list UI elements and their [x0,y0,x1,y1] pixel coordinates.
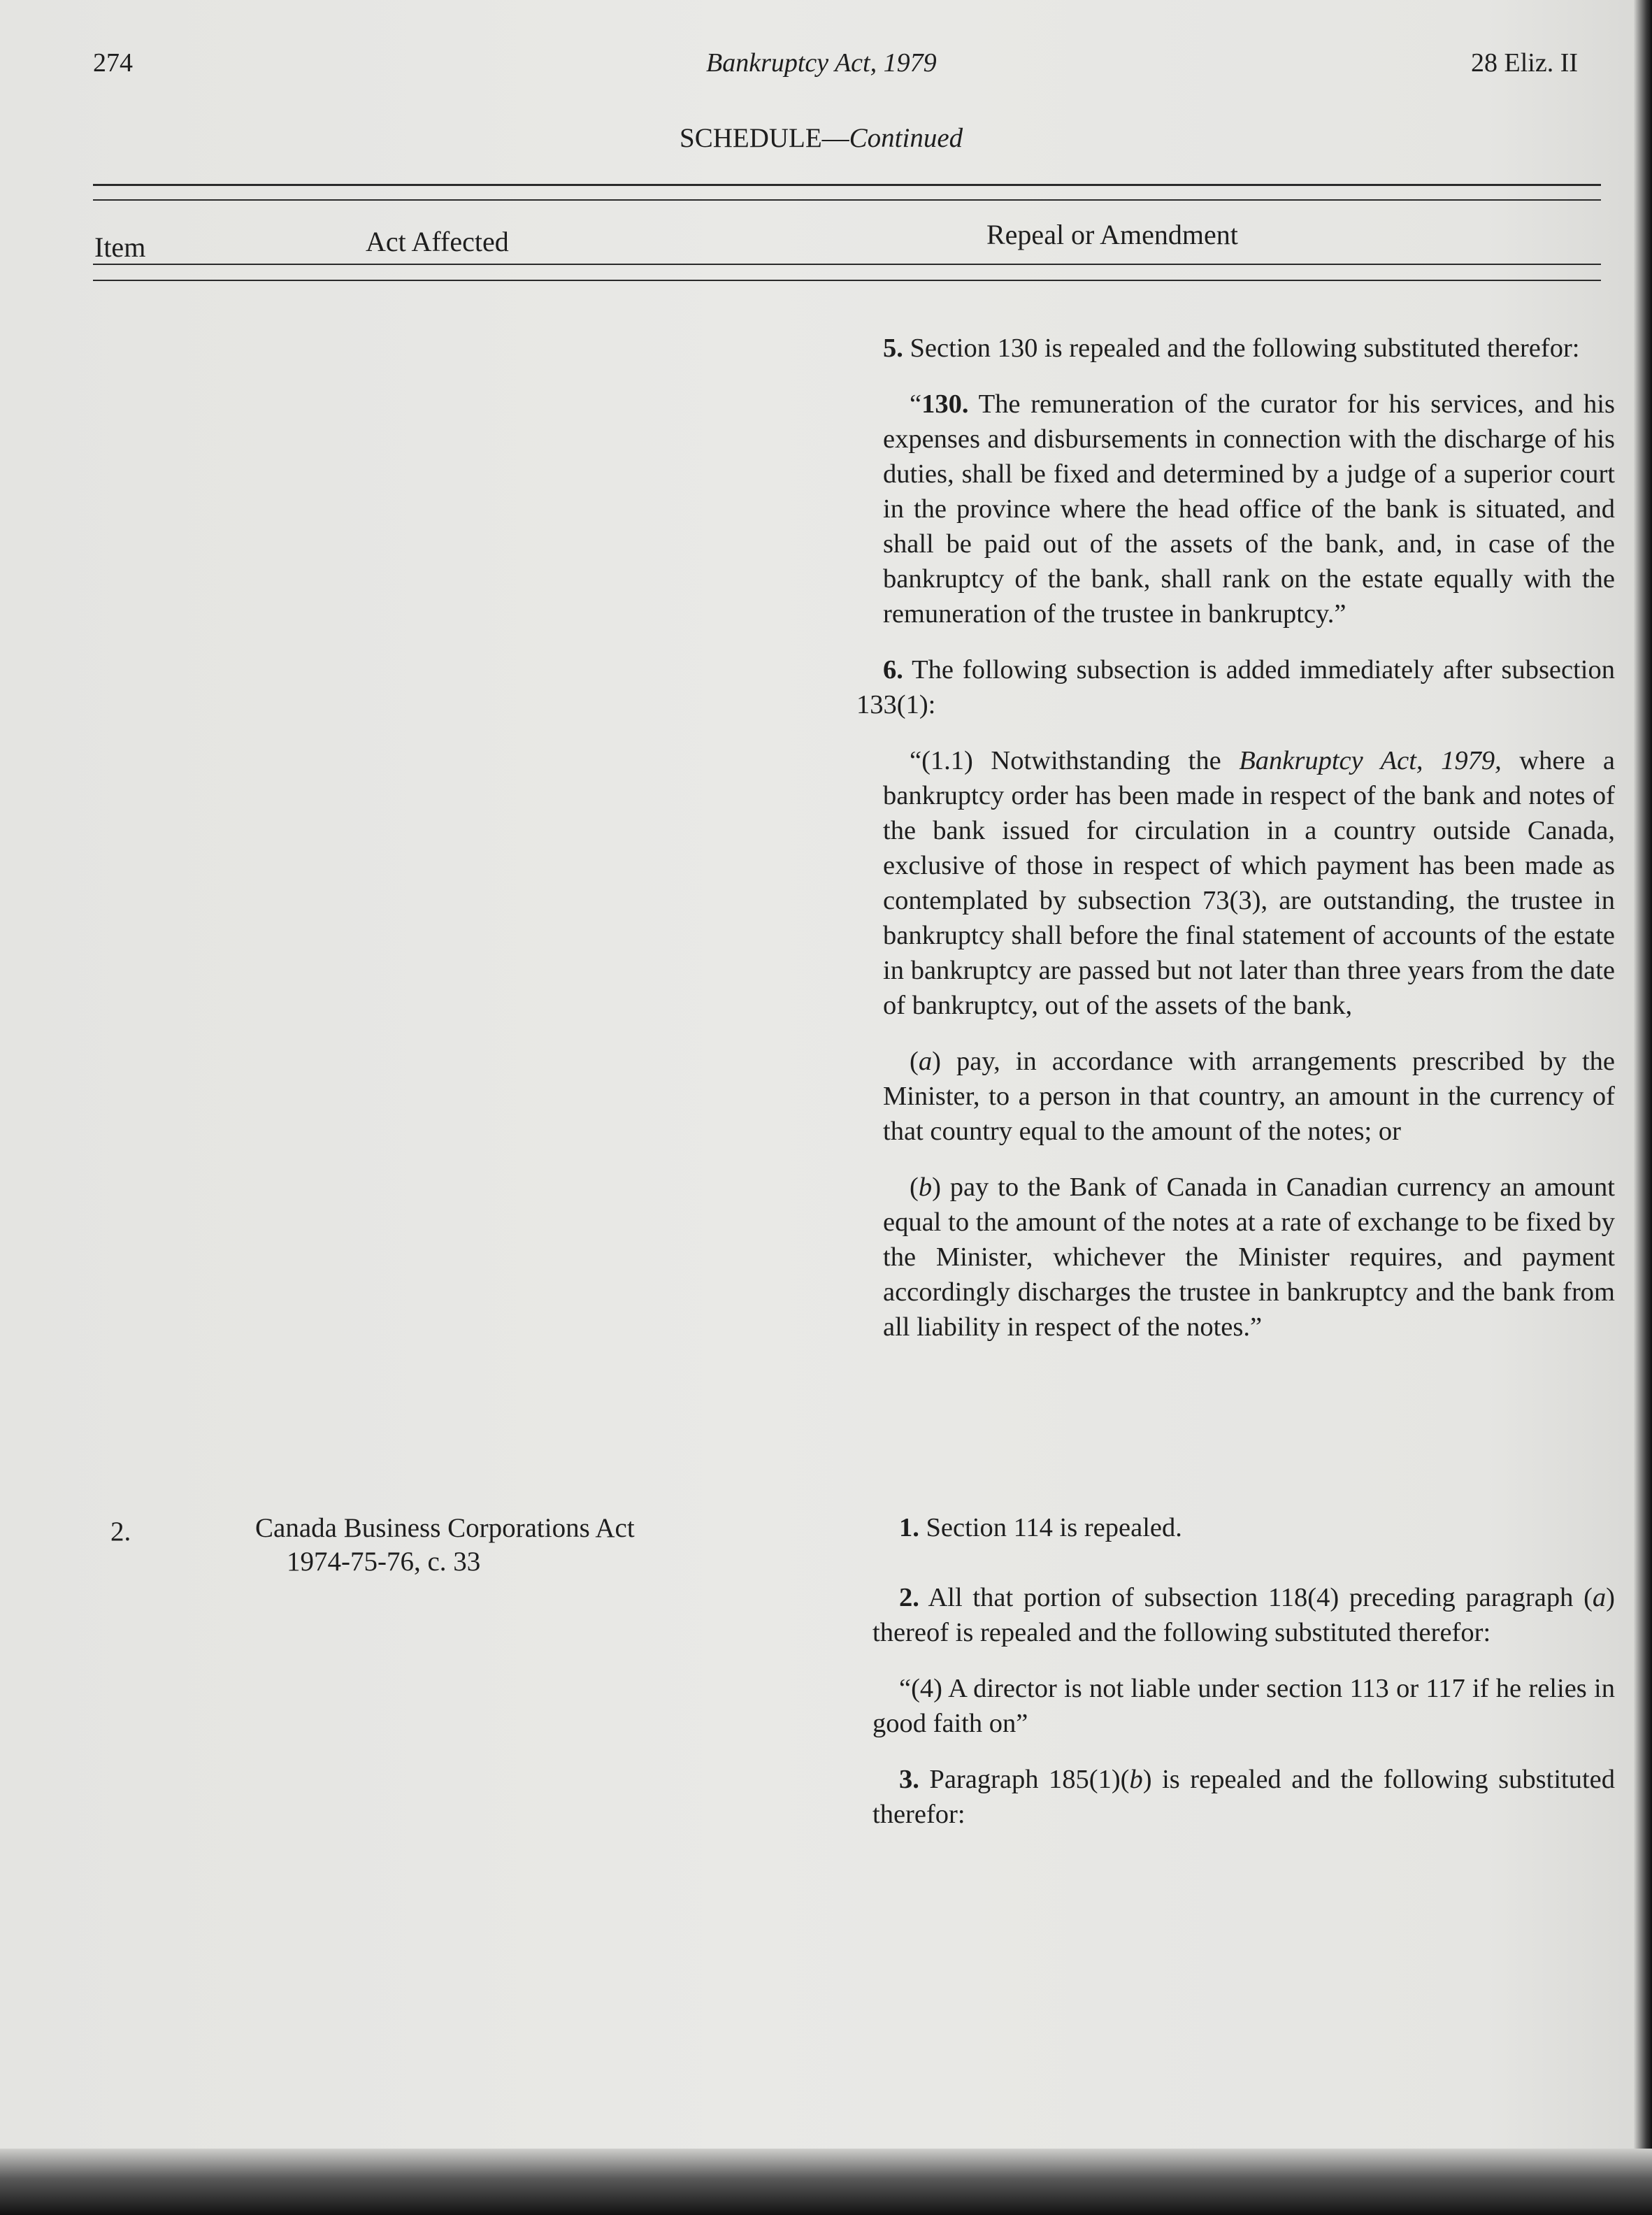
regnal-year: 28 Eliz. II [1471,48,1579,78]
amendment-paragraph-6: 6. The following subsection is added immediately after subsection 133(1): [856,655,1615,719]
page-number: 274 [93,48,133,78]
row-2-item-number: 2. [110,1517,131,1547]
quoted-subsection-1-1: “(1.1) Notwithstanding the Bankruptcy Act, 1979, where a bankruptcy order has been made in respect of the bank and notes of the bank issued for circulation in a country outside Canada, exclusive of those in respect of which payment has been made as contemplated by subsection 73(3), are outstanding, the trustee in bankruptcy shall before the final statement of accounts of the estate in bankruptcy are passed but not later than three years from the date of bankruptcy, out of the assets of the bank, [883,746,1615,1020]
column-header-item: Item [94,231,146,263]
amendment-paragraph-1: 1. Section 114 is repealed. [899,1513,1182,1542]
quoted-paragraph-a: (a) pay, in accordance with arrangements prescribed by the Minister, to a person in that country, an amount in the currency of that country equal to the amount of the notes; or [883,1047,1615,1146]
table-header-rule [93,264,1601,265]
scan-page-edge-right [1634,0,1652,2215]
quoted-paragraph-b: (b) pay to the Bank of Canada in Canadian currency an amount equal to the amount of the notes at a rate of exchange to be fixed by the Minister, whichever the Minister requires, and payment accordingly discharges the trustee in bankruptcy and the bank from all liability in respect of the notes.” [883,1173,1615,1342]
column-header-act-affected: Act Affected [366,226,509,257]
amendment-text-row-2 [872,1510,1615,1832]
running-title: Bankruptcy Act, 1979 [706,48,937,78]
table-top-rule-2 [93,199,1601,201]
table-top-rule [93,184,1601,186]
act-citation: 1974-75-76, c. 33 [287,1547,481,1577]
bleed-through-left [98,336,839,1804]
table-header-rule-2 [93,280,1601,281]
row-2-act-affected [255,1512,635,1579]
schedule-title-suffix: Continued [849,123,963,153]
amendment-paragraph-2: 2. All that portion of subsection 118(4) preceding paragraph (a) thereof is repealed and the following substituted therefor: [872,1583,1615,1647]
scan-page-edge-bottom [0,2149,1652,2215]
schedule-title-main: SCHEDULE— [680,123,849,153]
amendment-paragraph-5: 5. Section 130 is repealed and the following substituted therefor: [883,334,1580,363]
quoted-section-130: “130. The remuneration of the curator for his services, and his expenses and disbursements in connection with the discharge of his duties, shall be fixed and determined by a judge of a superior court in the province where the head office of the bank is situated, and shall be paid out of the assets of the bank, and, in case of the bankruptcy of the bank, shall rank on the estate equally with the remuneration of the trustee in bankruptcy.” [883,389,1615,629]
schedule-title [680,122,963,154]
amendment-text-row-1 [856,331,1615,1345]
act-name: Canada Business Corporations Act [255,1513,635,1543]
column-header-repeal-or-amendment: Repeal or Amendment [986,219,1238,250]
amendment-paragraph-3: 3. Paragraph 185(1)(b) is repealed and the following substituted therefor: [872,1765,1616,1829]
quoted-subsection-4: “(4) A director is not liable under section 113 or 117 if he relies in good faith on” [872,1674,1615,1738]
